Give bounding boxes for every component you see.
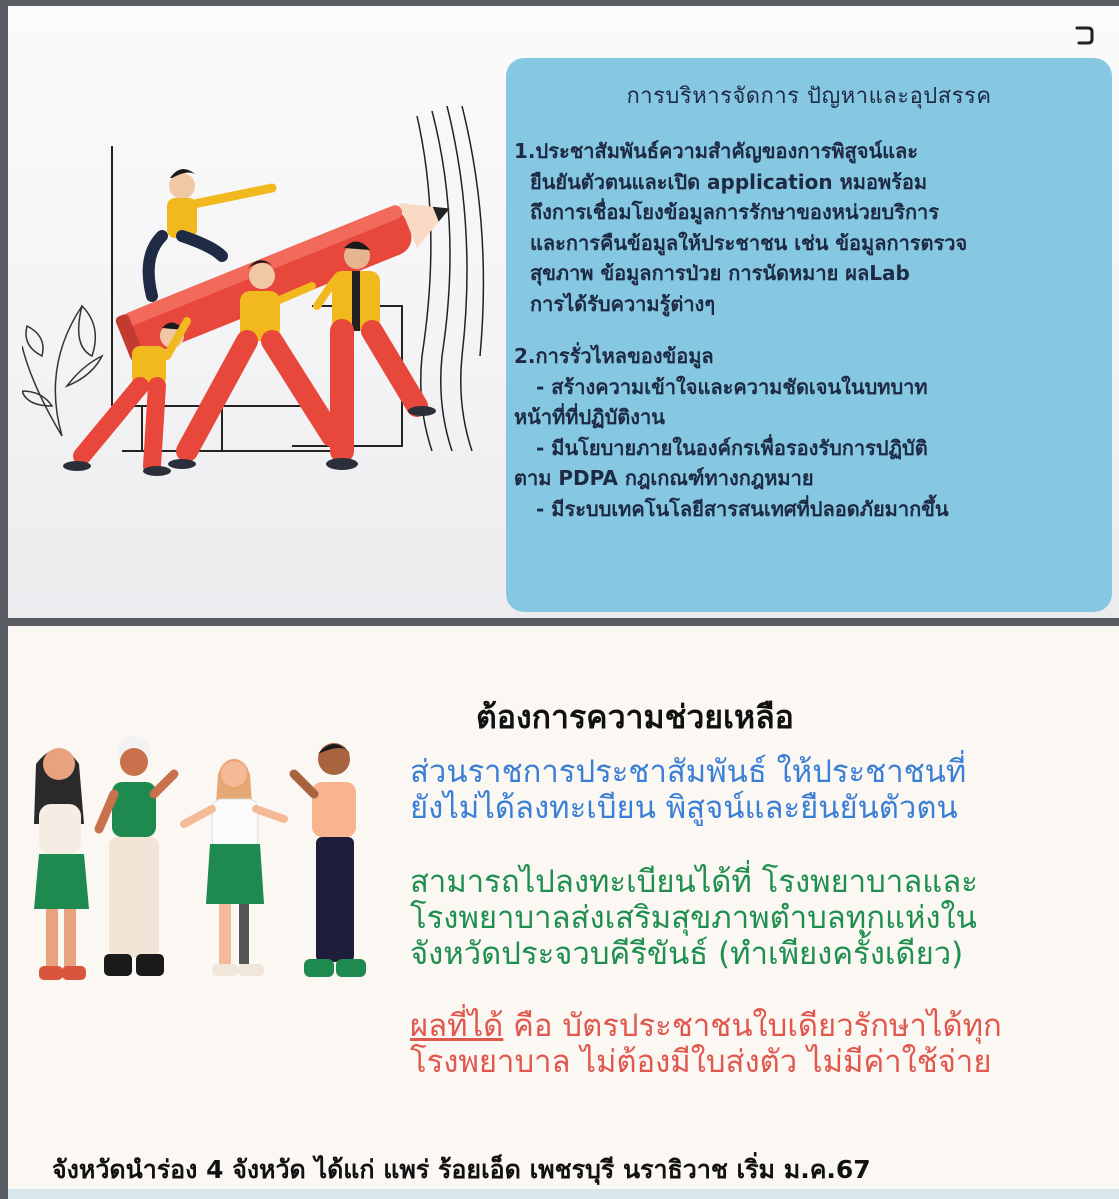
- bottom-strip: [8, 1189, 1119, 1199]
- info-line: ยืนยันตัวตนและเปิด application หมอพร้อม: [530, 169, 928, 194]
- green-line: สามารถไปลงทะเบียนได้ที่ โรงพยาบาลและ: [410, 864, 978, 900]
- blue-paragraph: [410, 754, 966, 826]
- red-line: [410, 1008, 1002, 1044]
- info-line: - สร้างความเข้าใจและความชัดเจนในบทบาท: [536, 374, 928, 399]
- info-line: - มีนโยบายภายในองค์กรเพื่อรองรับการปฏิบัติ: [536, 435, 928, 460]
- slide-need-help: [8, 626, 1119, 1199]
- group-of-people-talking-illustration: [24, 734, 384, 994]
- info-line: ตาม PDPA กฎเกณฑ์ทางกฎหมาย: [514, 466, 814, 490]
- info-line: ถึงการเชื่อมโยงข้อมูลการรักษาของหน่วยบริการ: [530, 200, 940, 224]
- green-paragraph: [410, 864, 978, 972]
- red-line: โรงพยาบาล ไม่ต้องมีใบส่งตัว ไม่มีค่าใช้จ่าย: [410, 1044, 992, 1080]
- info-box-title: การบริหารจัดการ ปัญหาและอุปสรรค: [626, 84, 992, 109]
- info-line: และการคืนข้อมูลให้ประชาชน เช่น ข้อมูลการตรวจ: [530, 230, 968, 255]
- undo-arrow-icon[interactable]: [1073, 24, 1095, 46]
- info-line: หน้าที่ที่ปฏิบัติงาน: [514, 405, 665, 429]
- info-line: 1.ประชาสัมพันธ์ความสำคัญของการพิสูจน์และ: [514, 139, 919, 163]
- red-line-rest: คือ บัตรประชาชนใบเดียวรักษาได้ทุก: [503, 1008, 1002, 1044]
- red-paragraph: [410, 1008, 1002, 1080]
- info-line: สุขภาพ ข้อมูลการป่วย การนัดหมาย ผลLab: [530, 261, 910, 285]
- need-help-title: ต้องการความช่วยเหลือ: [476, 698, 794, 736]
- people-carrying-pencil-illustration: [22, 106, 502, 486]
- blue-line: ส่วนราชการประชาสัมพันธ์ ให้ประชาชนที่: [410, 754, 967, 790]
- result-label: ผลที่ได้: [410, 1008, 504, 1044]
- pilot-provinces-footer: จังหวัดนำร่อง 4 จังหวัด ได้แก่ แพร่ ร้อยเอ็ด เพชรบุรี นราธิวาช เริ่ม ม.ค.67: [52, 1155, 871, 1184]
- info-box-body: [514, 136, 1106, 524]
- info-line: - มีระบบเทคโนโลยีสารสนเทศที่ปลอดภัยมากขึ้น: [536, 496, 949, 521]
- slide-management-problems: [8, 6, 1119, 618]
- blue-line: ยังไม่ได้ลงทะเบียน พิสูจน์และยืนยันตัวตน: [410, 790, 958, 826]
- info-line: 2.การรั่วไหลของข้อมูล: [514, 344, 714, 368]
- green-line: โรงพยาบาลส่งเสริมสุขภาพตำบลทุกแห่งใน: [410, 900, 977, 936]
- green-line: จังหวัดประจวบคีรีขันธ์ (ทำเพียงครั้งเดียว): [410, 936, 964, 972]
- management-info-box: [506, 58, 1112, 612]
- info-line: การได้รับความรู้ต่างๆ: [530, 291, 716, 316]
